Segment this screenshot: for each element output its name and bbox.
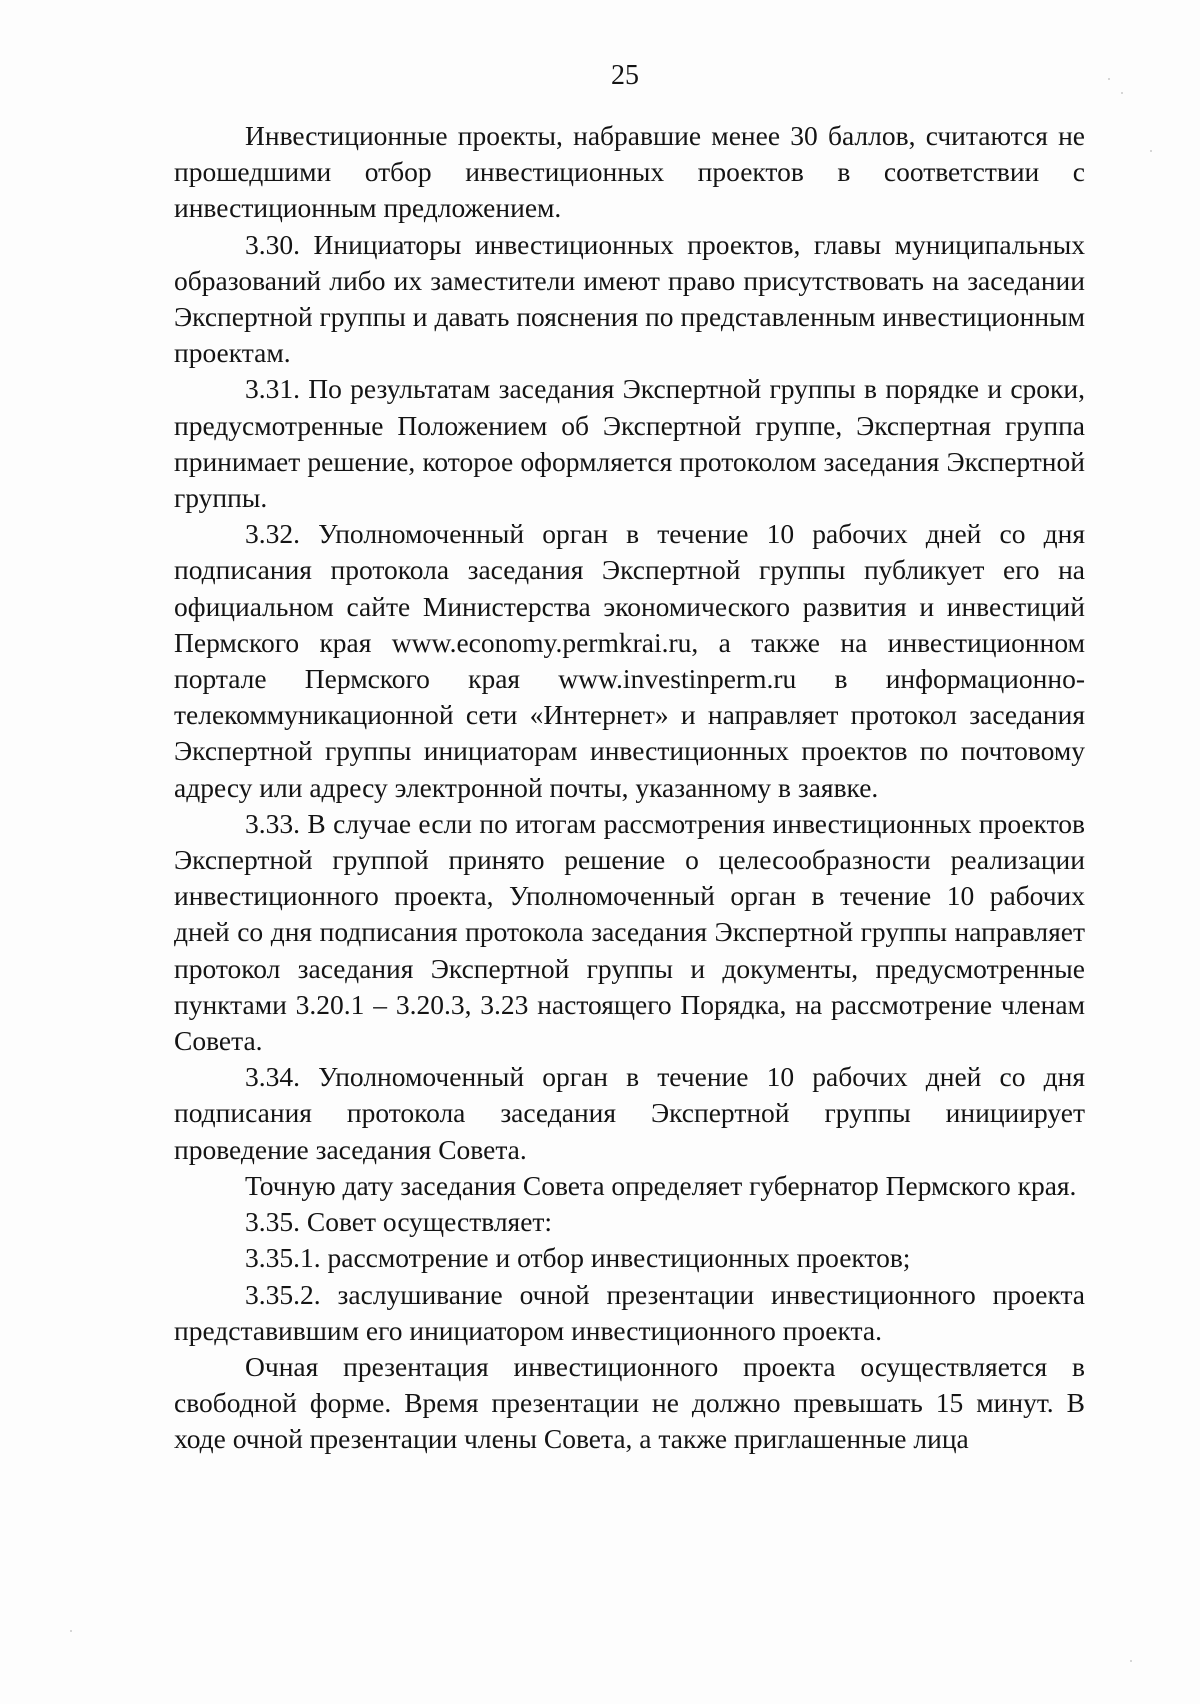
paragraph-council-date: Точную дату заседания Совета определяет губернатор Пермского края. xyxy=(245,1169,1077,1201)
paragraph-3-31: 3.31. По результатам заседания Экспертной группы в порядке и сроки, предусмотренные Положением об Экспертной группе, Экспертная группа принимает решение, которое оформляется протоколом заседания Экспертной группы. xyxy=(174,373,1085,514)
paragraph-3-32: 3.32. Уполномоченный орган в течение 10 рабочих дней со дня подписания протокола заседания Экспертной группы публикует его на официальном сайте Министерства экономического развития и инвестиций Пермского края www.economy.permkrai.ru, а также на инвестиционном портале Пермского края www.investinperm.ru в информационно-телекоммуникационной сети «Интернет» и направляет протокол заседания Экспертной группы инициаторам инвестиционных проектов по почтовому адресу или адресу электронной почты, указанному в заявке. xyxy=(174,518,1085,803)
paragraph-presentation: Очная презентация инвестиционного проекта осуществляется в свободной форме. Время презентации не должно превышать 15 минут. В ходе очной презентации члены Совета, а также приглашенные лица xyxy=(174,1350,1085,1455)
paragraph-3-33: 3.33. В случае если по итогам рассмотрения инвестиционных проектов Экспертной группой принято решение о целесообразности реализации инвестиционного проекта, Уполномоченный орган в течение 10 рабочих дней со дня подписания протокола заседания Экспертной группы направляет протокол заседания Экспертной группы и документы, предусмотренные пунктами 3.20.1 – 3.20.3, 3.23 настоящего Порядка, на рассмотрение членам Совета. xyxy=(174,807,1085,1057)
scan-speck xyxy=(1130,1660,1132,1662)
page-number: 25 xyxy=(611,60,639,91)
scan-speck xyxy=(1121,92,1123,94)
paragraph-3-35-2: 3.35.2. заслушивание очной презентации инвестиционного проекта представившим его инициатором инвестиционного проекта. xyxy=(174,1278,1085,1346)
paragraph-scoring-threshold: Инвестиционные проекты, набравшие менее 30 баллов, считаются не прошедшими отбор инвестиционных проектов в соответствии с инвестиционным предложением. xyxy=(174,120,1085,224)
scan-speck xyxy=(1150,150,1152,152)
paragraph-3-34: 3.34. Уполномоченный орган в течение 10 рабочих дней со дня подписания протокола заседания Экспертной группы инициирует проведение заседания Совета. xyxy=(174,1061,1085,1165)
scan-speck xyxy=(70,1630,72,1632)
paragraph-3-35: 3.35. Совет осуществляет: xyxy=(245,1206,553,1238)
paragraph-3-30: 3.30. Инициаторы инвестиционных проектов, главы муниципальных образований либо их заместители имеют право присутствовать на заседании Экспертной группы и давать пояснения по представленным инвестиционным проектам. xyxy=(174,228,1085,369)
paragraph-3-35-1: 3.35.1. рассмотрение и отбор инвестиционных проектов; xyxy=(245,1242,911,1274)
scan-speck xyxy=(1108,78,1110,80)
document-body xyxy=(174,118,1085,1458)
